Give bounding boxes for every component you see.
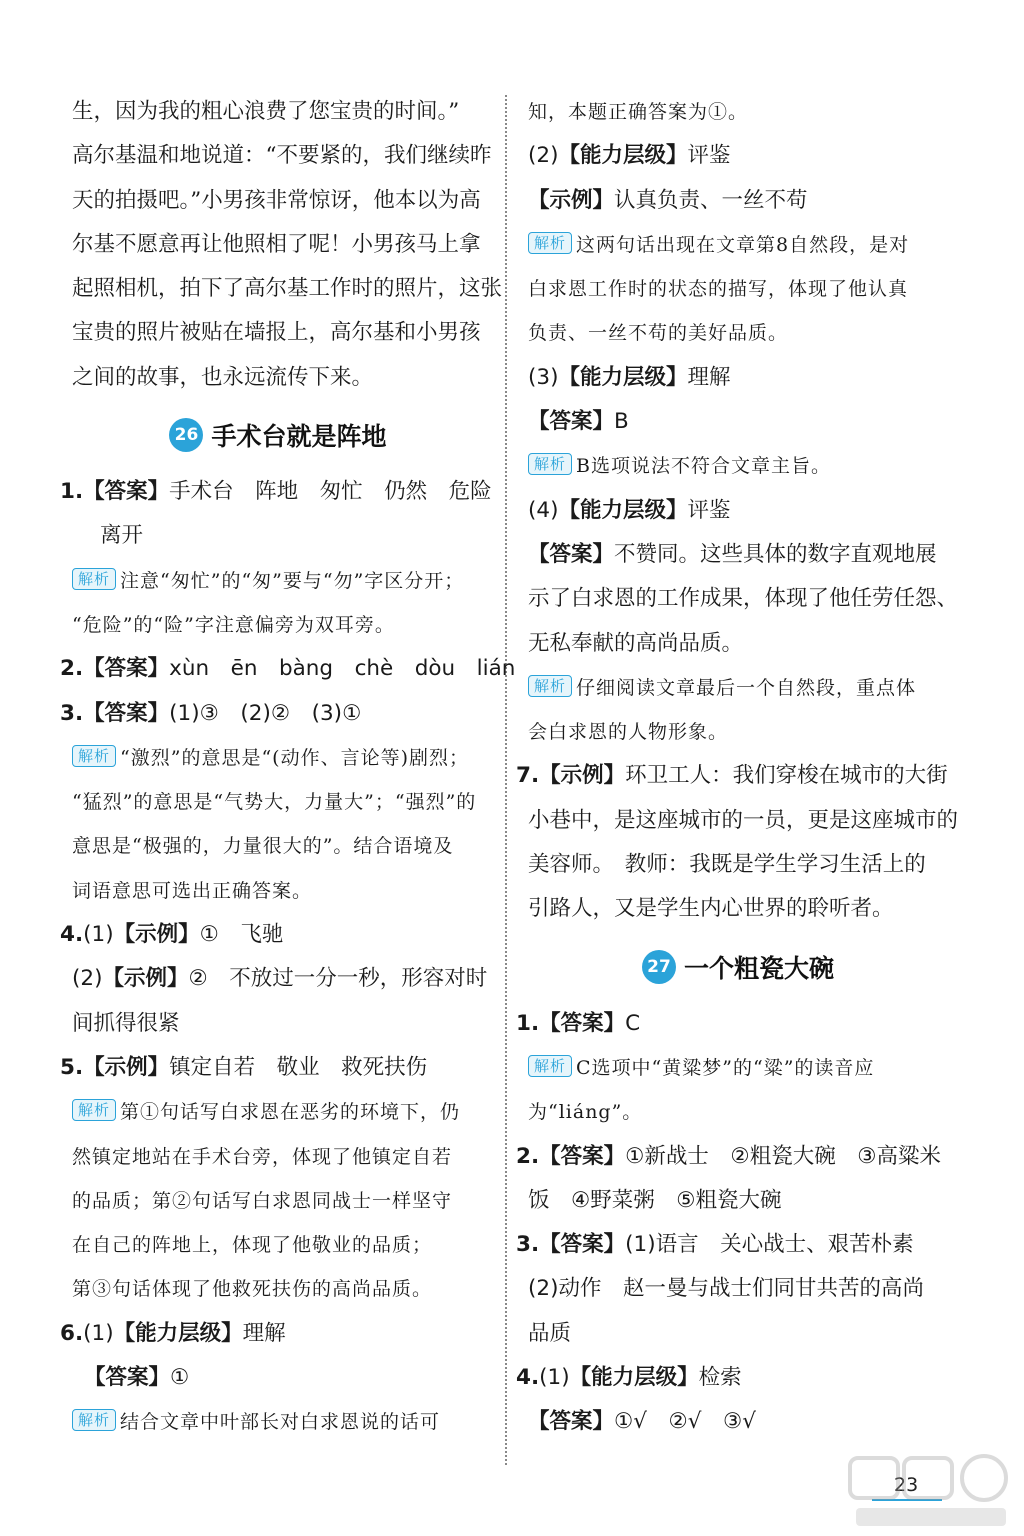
intro-line: 尔基不愿意再让他照相了呢！小男孩马上拿 xyxy=(72,231,481,257)
question-1: 1.【答案】手术台 阵地 匆忙 仍然 危险 xyxy=(60,479,492,505)
question-3: 3.【答案】(1)③ (2)② (3)① xyxy=(60,700,362,726)
analysis-badge: 解析 xyxy=(72,1099,116,1121)
page-number: 23 xyxy=(894,1474,919,1496)
answer-line: 无私奉献的高尚品质。 xyxy=(528,630,744,656)
analysis-badge: 解析 xyxy=(528,453,572,475)
analysis-line: 解析 结合文章中叶部长对白求恩说的话可 xyxy=(72,1400,484,1444)
question-4: 4.(1)【示例】① 飞驰 xyxy=(60,922,284,948)
analysis-line: “危险”的“险”字注意偏旁为双耳旁。 xyxy=(72,613,395,636)
analysis-line: 解析 “激烈”的意思是“(动作、言论等)剧烈； xyxy=(72,736,484,780)
analysis-line: 白求恩工作时的状态的描写，体现了他认真 xyxy=(528,278,909,301)
lesson-number-badge: 26 xyxy=(169,418,203,452)
example-line: 【示例】认真负责、一丝不苟 xyxy=(528,187,808,213)
intro-line: 起照相机，拍下了高尔基工作时的照片，这张 xyxy=(72,276,503,302)
analysis-line: 会白求恩的人物形象。 xyxy=(528,721,729,744)
answer-line: 【答案】不赞同。这些具体的数字直观地展 xyxy=(528,541,937,567)
analysis-line: 解析 C选项中“黄粱梦”的“粱”的读音应 xyxy=(528,1046,948,1090)
question-6: 6.(1)【能力层级】理解 xyxy=(60,1320,286,1346)
answer-line: 示了白求恩的工作成果，体现了他任劳任怨、 xyxy=(528,586,959,612)
answer-line: 离开 xyxy=(100,523,144,549)
analysis-line: “猛烈”的意思是“气势大，力量大”；“强烈”的 xyxy=(72,791,477,814)
analysis-badge: 解析 xyxy=(528,675,572,697)
lesson-title-text: 手术台就是阵地 xyxy=(211,422,387,452)
question-4-part-2: (2)【示例】② 不放过一分一秒，形容对时 xyxy=(72,966,488,992)
question-6-part-2: (2)【能力层级】评鉴 xyxy=(528,143,731,169)
analysis-badge: 解析 xyxy=(72,1409,116,1431)
answer-tag: 【答案】 xyxy=(83,479,170,505)
lesson27-question-2: 2.【答案】①新战士 ②粗瓷大碗 ③高粱米 xyxy=(516,1143,941,1169)
lesson27-question-4: 4.(1)【能力层级】检索 xyxy=(516,1365,742,1391)
answer-line: (2)动作 赵一曼与战士们同甘共苦的高尚 xyxy=(528,1276,924,1302)
answer-line: 品质 xyxy=(528,1320,572,1346)
question-6-part-4: (4)【能力层级】评鉴 xyxy=(528,497,731,523)
answer-line: 【答案】① xyxy=(84,1365,190,1391)
answer-line: 美容师。 教师：我既是学生学习生活上的 xyxy=(528,852,926,878)
analysis-line: 负责、一丝不苟的美好品质。 xyxy=(528,322,789,345)
intro-line: 宝贵的照片被贴在墙报上，高尔基和小男孩 xyxy=(72,320,481,346)
analysis-line: 意思是“极强的，力量很大的”。结合语境及 xyxy=(72,835,454,858)
intro-line: 之间的故事，也永远流传下来。 xyxy=(72,364,374,390)
right-column xyxy=(516,90,959,1445)
analysis-line: 解析 这两句话出现在文章第8自然段，是对 xyxy=(528,223,948,267)
answer-line: 【答案】B xyxy=(528,409,629,435)
lesson27-question-3: 3.【答案】(1)语言 关心战士、艰苦朴素 xyxy=(516,1232,914,1258)
question-5: 5.【示例】镇定自若 敬业 救死扶伤 xyxy=(60,1054,428,1080)
answer-line: 小巷中，是这座城市的一员，更是这座城市的 xyxy=(528,807,959,833)
left-column xyxy=(60,90,516,1445)
analysis-line: 解析 注意“匆忙”的“匆”要与“勿”字区分开； xyxy=(72,559,484,603)
answer-line: 【答案】①√ ②√ ③√ xyxy=(528,1409,756,1435)
analysis-line: 然镇定地站在手术台旁，体现了他镇定自若 xyxy=(72,1145,453,1168)
lesson-number-badge: 27 xyxy=(642,950,676,984)
question-6-part-3: (3)【能力层级】理解 xyxy=(528,364,731,390)
analysis-line: 词语意思可选出正确答案。 xyxy=(72,879,313,902)
analysis-badge: 解析 xyxy=(72,568,116,590)
question-2: 2.【答案】xùn ēn bàng chè dòu lián xyxy=(60,656,516,682)
analysis-line: 第③句话体现了他救死扶伤的高尚品质。 xyxy=(72,1278,433,1301)
lesson-title-text: 一个粗瓷大碗 xyxy=(683,953,834,983)
intro-line: 高尔基温和地说道：“不要紧的，我们继续昨 xyxy=(72,143,492,169)
answer-line: 间抓得很紧 xyxy=(72,1010,180,1036)
analysis-line: 的品质；第②句话写白求恩同战士一样坚守 xyxy=(72,1189,453,1212)
analysis-line: 解析 B选项说法不符合文章主旨。 xyxy=(528,444,948,488)
answer-line: 引路人，又是学生内心世界的聆听者。 xyxy=(528,896,894,922)
analysis-badge: 解析 xyxy=(528,1055,572,1077)
intro-line: 天的拍摄吧。”小男孩非常惊讶，他本以为高 xyxy=(72,187,481,213)
lesson-26-title xyxy=(72,400,484,470)
answer-line: 饭 ④野菜粥 ⑤粗瓷大碗 xyxy=(528,1187,782,1213)
analysis-line: 解析 第①句话写白求恩在恶劣的环境下，仍 xyxy=(72,1090,484,1134)
intro-line: 生，因为我的粗心浪费了您宝贵的时间。” xyxy=(72,99,460,124)
analysis-badge: 解析 xyxy=(72,745,116,767)
watermark-stamp-icon xyxy=(846,1452,1014,1532)
analysis-line: 知，本题正确答案为①。 xyxy=(528,101,749,123)
analysis-line: 解析 仔细阅读文章最后一个自然段，重点体 xyxy=(528,666,948,710)
column-divider xyxy=(505,95,507,1465)
lesson27-question-1: 1.【答案】C xyxy=(516,1010,641,1036)
analysis-line: 在自己的阵地上，体现了他敬业的品质； xyxy=(72,1234,433,1257)
question-7: 7.【示例】环卫工人：我们穿梭在城市的大街 xyxy=(516,763,948,789)
analysis-badge: 解析 xyxy=(528,232,572,254)
analysis-line: 为“liáng”。 xyxy=(528,1101,643,1124)
lesson-27-title xyxy=(528,932,948,1002)
